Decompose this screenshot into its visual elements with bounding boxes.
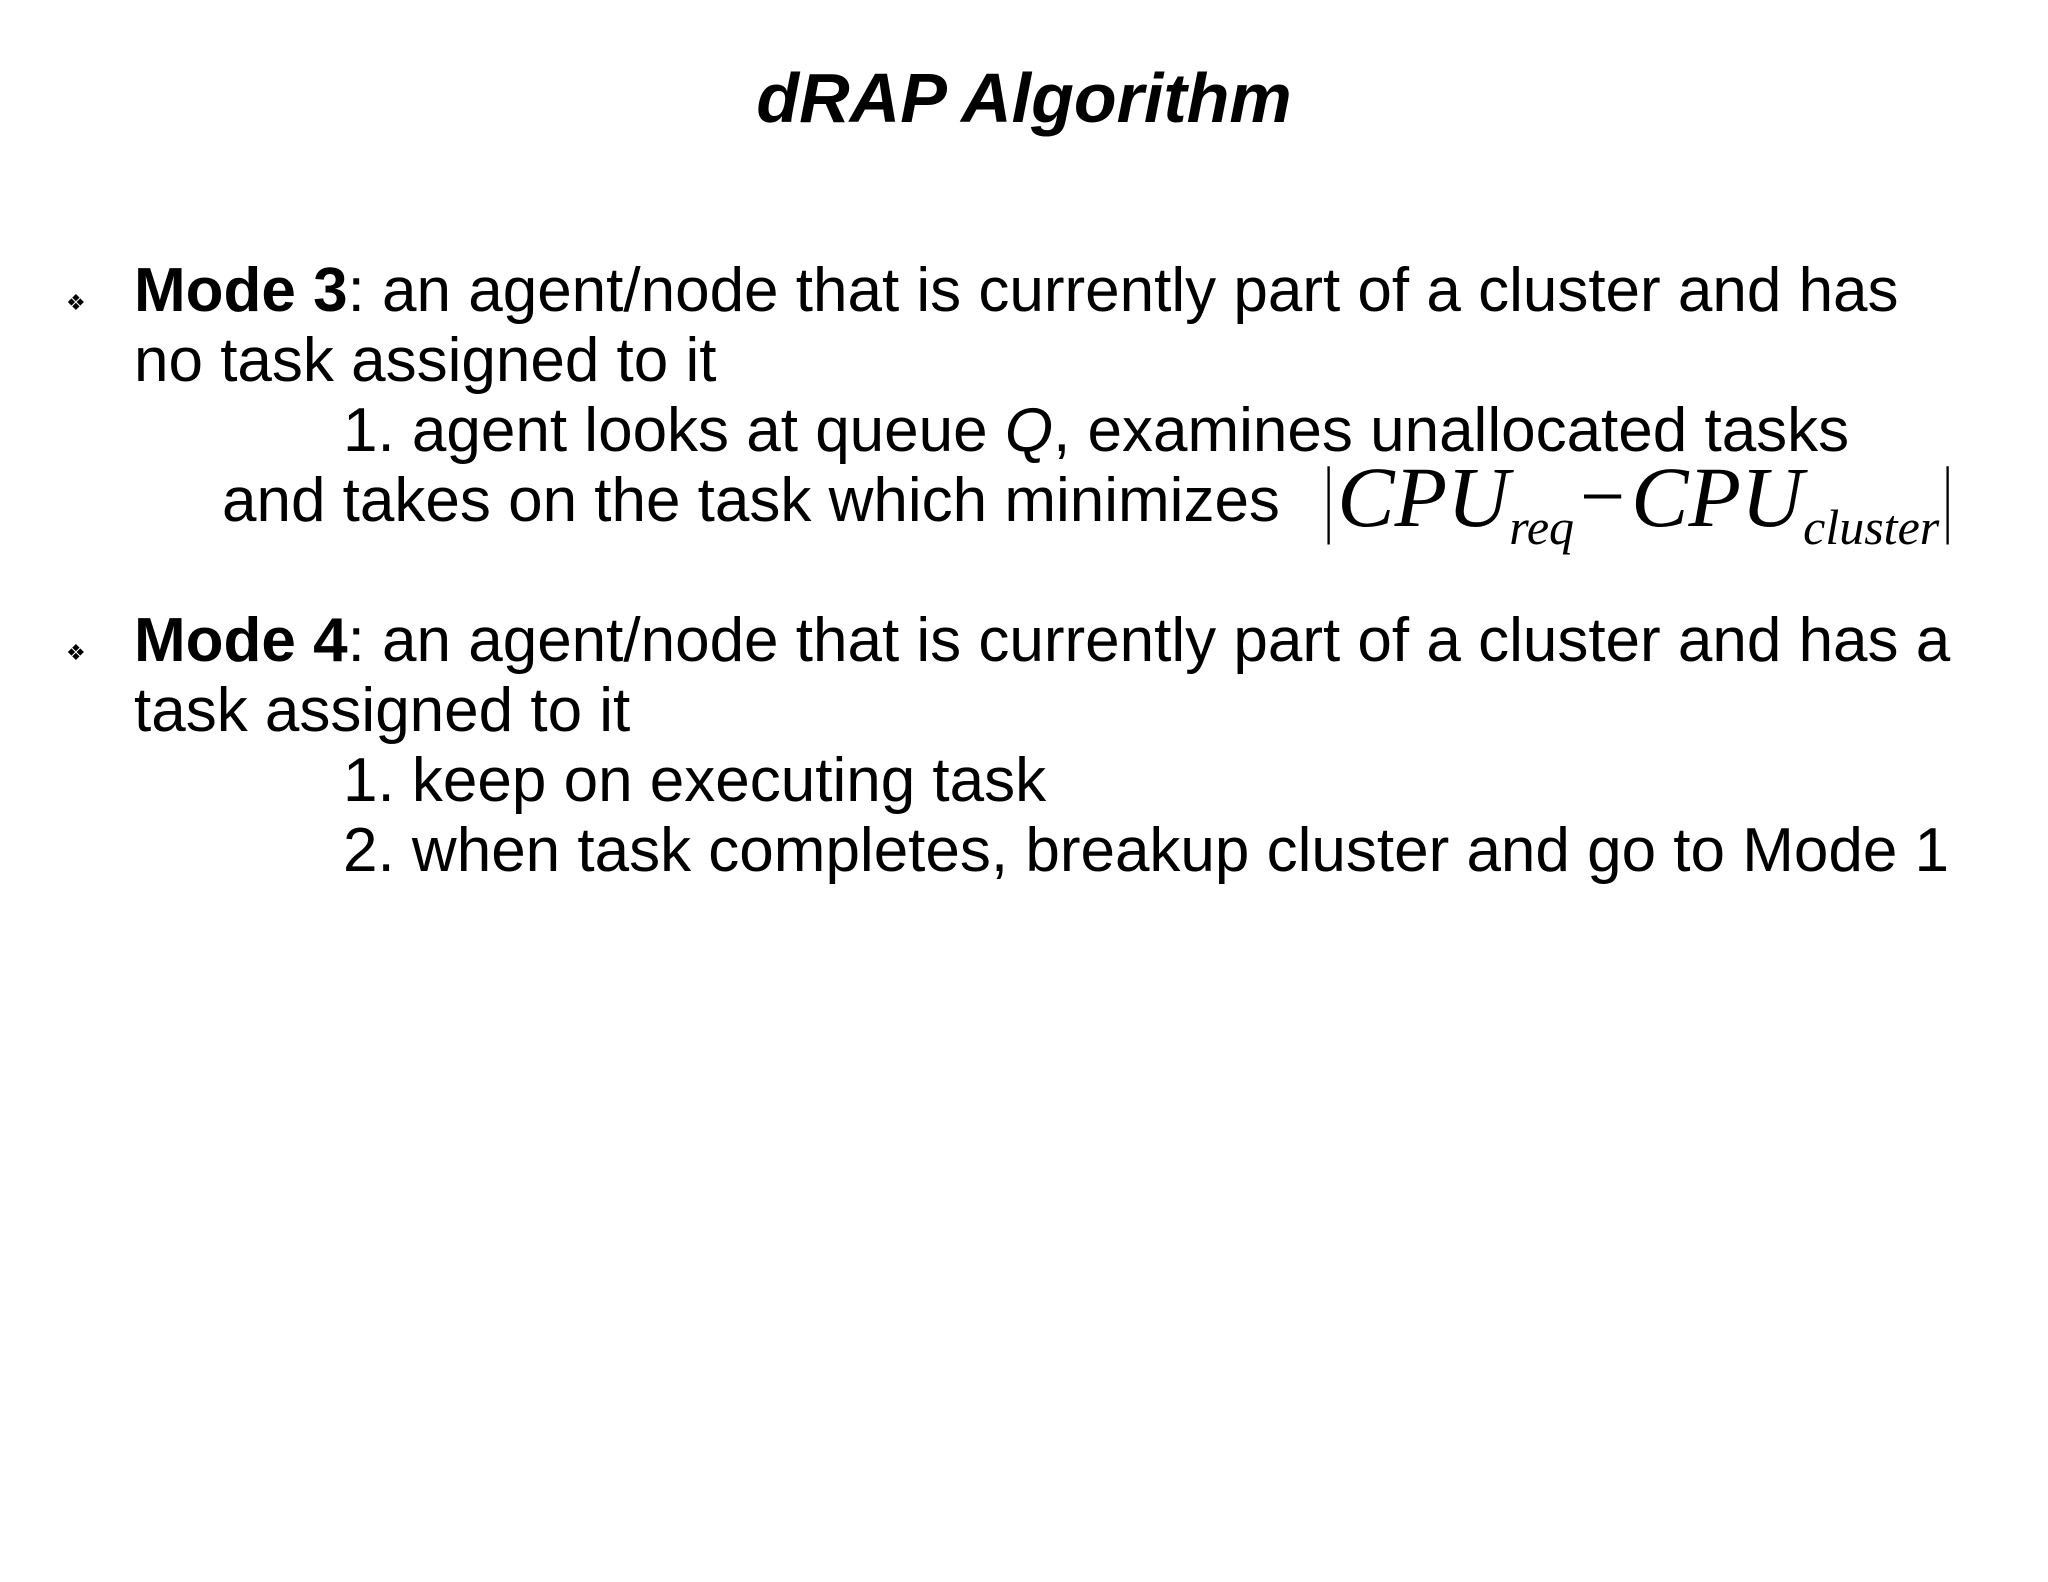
slide-title: dRAP Algorithm bbox=[756, 59, 1292, 137]
mode-4-step-1: 1. keep on executing task bbox=[343, 746, 1047, 815]
mode-4-step-2: 2. when task completes, breakup cluster and go to Mode 1 bbox=[343, 816, 1950, 885]
mode-3-description: : an agent/node that is currently part of a cluster and has bbox=[347, 256, 1899, 325]
mode-4-description: : an agent/node that is currently part of a cluster and has a bbox=[347, 606, 1951, 675]
formula-abs-right: | bbox=[1943, 449, 1953, 545]
cpu-difference-formula bbox=[1320, 449, 1956, 555]
mode-4-line-1 bbox=[134, 606, 1950, 676]
mode-3-step-1-text-a: 1. agent looks at queue bbox=[343, 396, 1005, 465]
bullet-marker-mode-4: ❖ bbox=[66, 641, 86, 666]
formula-minus: − bbox=[1580, 453, 1626, 541]
mode-3-label: Mode 3 bbox=[134, 256, 348, 325]
queue-variable: Q bbox=[1004, 396, 1054, 465]
formula-subscript-req: req bbox=[1509, 499, 1575, 555]
mode-4-line-2: task assigned to it bbox=[134, 676, 631, 745]
formula-term-2: CPU bbox=[1631, 449, 1804, 545]
formula-term-1: CPU bbox=[1337, 449, 1510, 545]
mode-3-step-1-text-b: , examines unallocated tasks bbox=[1053, 396, 1850, 465]
mode-4-label: Mode 4 bbox=[134, 606, 348, 675]
formula-subscript-cluster: cluster bbox=[1803, 499, 1940, 555]
bullet-marker-mode-3: ❖ bbox=[66, 291, 86, 316]
formula-abs-left: | bbox=[1323, 449, 1334, 545]
mode-3-line-2: no task assigned to it bbox=[134, 326, 717, 395]
mode-3-step-1-line-2: and takes on the task which minimizes bbox=[222, 466, 1280, 535]
mode-3-line-1 bbox=[134, 256, 1899, 326]
